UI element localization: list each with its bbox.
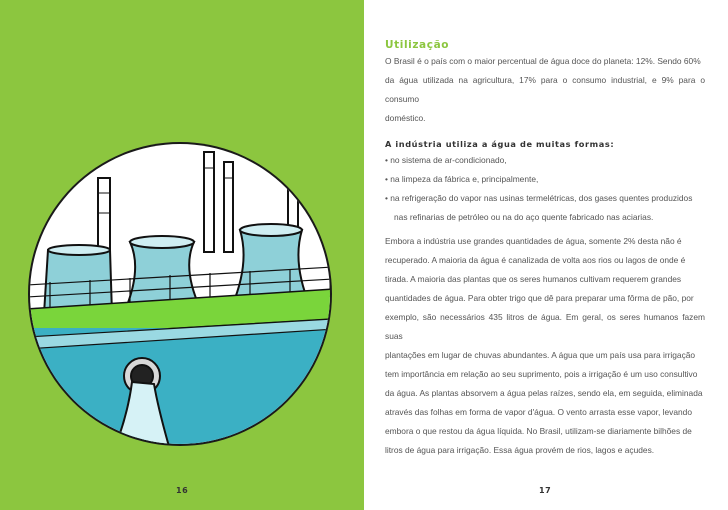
intro-line: da água utilizada na agricultura, 17% para o consumo industrial, e 9% para o consumo xyxy=(385,75,705,104)
industrial-water-illustration xyxy=(10,138,350,450)
body-line: através das folhas em forma de vapor d'água. O vento arrasta esse vapor, levando xyxy=(385,407,692,417)
list-item: • no sistema de ar-condicionado, xyxy=(385,155,507,165)
text-column xyxy=(385,38,705,460)
body-line: tem importância em relação ao seu suprimento, pois a irrigação é um uso consultivo xyxy=(385,369,698,379)
list-item: • na limpeza da fábrica e, principalmente, xyxy=(385,174,539,184)
intro-paragraph xyxy=(385,52,705,128)
body-line: recuperado. A maioria da água é canalizada de volta aos rios ou lagos de onde é xyxy=(385,255,686,265)
body-paragraph xyxy=(385,232,705,460)
list-item: • na refrigeração do vapor nas usinas termelétricas, dos gases quentes produzidos xyxy=(385,193,693,203)
intro-line: doméstico. xyxy=(385,113,426,123)
body-line: litros de água para irrigação. Essa água provém de rios, lagos e açudes. xyxy=(385,445,655,455)
body-line: embora o que restou da água líquida. No Brasil, utilizam-se diariamente bilhões de xyxy=(385,426,692,436)
section-title: Utilização xyxy=(385,39,450,51)
industry-heading: A indústria utiliza a água de muitas formas: xyxy=(385,139,615,149)
body-line: tirada. A maioria das plantas que os seres humanos cultivam requerem grandes xyxy=(385,274,682,284)
body-line: exemplo, são necessários 435 litros de água. Em geral, os seres humanos fazem suas xyxy=(385,312,705,341)
body-line: da água. As plantas absorvem a água pelas raízes, sendo ela, em seguida, eliminada xyxy=(385,388,703,398)
body-line: Embora a indústria use grandes quantidades de água, somente 2% desta não é xyxy=(385,236,682,246)
page-number-left: 16 xyxy=(176,486,189,495)
body-line: quantidades de água. Para obter trigo que dê para preparar uma fôrma de pão, por xyxy=(385,293,694,303)
list-item: nas refinarias de petróleo ou na do aço quente fabricado nas aciarias. xyxy=(394,212,654,222)
bullet-list xyxy=(385,151,705,227)
intro-line: O Brasil é o país com o maior percentual de água doce do planeta: 12%. Sendo 60% xyxy=(385,56,701,66)
page-number-right: 17 xyxy=(539,486,552,495)
body-line: plantações em lugar de chuvas abundantes. A água que um país usa para irrigação xyxy=(385,350,696,360)
